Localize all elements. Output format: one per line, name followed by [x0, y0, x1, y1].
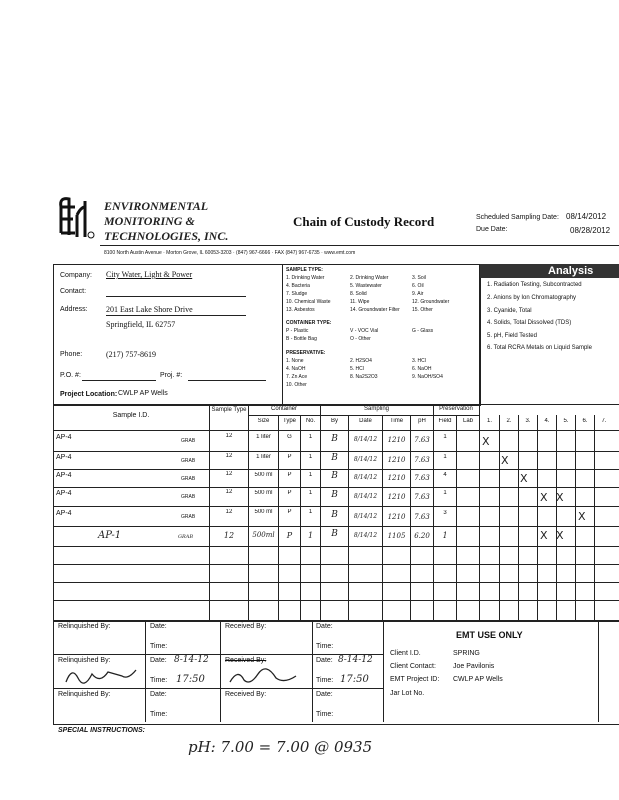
row-by: B	[331, 490, 338, 500]
custody-rule	[53, 688, 383, 689]
row-grab: GRAB	[178, 534, 194, 540]
relinquished-label-3: Relinquished By:	[58, 691, 111, 698]
preservative-code: 8. Na2S2O3	[350, 374, 378, 380]
row-no: 1	[308, 490, 313, 496]
row-analysis-mark: X	[520, 472, 528, 485]
signature-relinquished	[62, 664, 140, 688]
row-by: B	[331, 510, 338, 520]
row-line	[53, 469, 619, 470]
address-label: Address:	[60, 306, 88, 313]
client-divider	[282, 264, 283, 404]
date-label-1b: Date:	[316, 623, 333, 630]
special-instructions-label: SPECIAL INSTRUCTIONS:	[58, 727, 145, 734]
col-header-time: Time	[389, 418, 404, 424]
jar-lot-label: Jar Lot No.	[390, 690, 425, 697]
sample-type-code: 6. Oil	[412, 283, 424, 289]
col-line	[556, 415, 557, 620]
row-ph: 7.63	[414, 513, 430, 521]
sample-type-code: 14. Groundwater Filter	[350, 307, 400, 313]
row-time: 1210	[387, 436, 406, 444]
proj-line	[188, 380, 266, 381]
row-line	[53, 546, 619, 547]
row-field: 1	[443, 490, 447, 496]
sample-type-title: SAMPLE TYPE:	[286, 267, 323, 273]
row-analysis-mark: X	[501, 454, 509, 467]
row-date: 8/14/12	[353, 513, 378, 520]
row-ctype: P	[287, 490, 292, 496]
col-header-analysis: 2.	[506, 418, 512, 424]
row-sample-id: AP-1	[98, 530, 122, 541]
row-by: B	[331, 453, 338, 463]
header-rule	[100, 245, 619, 246]
row-sample-id: AP-4	[56, 490, 72, 497]
row-ph: 7.63	[414, 456, 430, 464]
time-label-2: Time:	[150, 677, 168, 684]
custody-rule	[53, 654, 383, 655]
preservative-code: 3. HCl	[412, 358, 426, 364]
col-header-sample-type: Sample Type	[211, 407, 247, 413]
row-line	[53, 600, 619, 601]
row-size: 500 ml	[254, 509, 273, 515]
time-label-2b: Time:	[316, 677, 334, 684]
row-sample-id: AP-4	[56, 510, 72, 517]
row-no: 1	[308, 434, 313, 440]
preservative-code: 1. None	[286, 358, 304, 364]
row-time: 1210	[387, 493, 406, 501]
preservative-title: PRESERVATIVE:	[286, 350, 326, 356]
date-label-3: Date:	[150, 691, 167, 698]
row-ctype: P	[287, 454, 292, 460]
row-sample-id: AP-4	[56, 434, 72, 441]
row-line	[53, 526, 619, 527]
row-type: 12	[225, 471, 233, 477]
analysis-item: 3. Cyanide, Total	[487, 308, 532, 314]
row-no: 1	[308, 472, 313, 478]
col-header-analysis: 5.	[563, 418, 569, 424]
row-by: B	[331, 529, 338, 539]
col-header-container: Container	[270, 406, 297, 412]
row-ph: 7.63	[414, 493, 430, 501]
handwritten-date-2b: 8-14-12	[338, 655, 373, 665]
row-no: 1	[308, 454, 313, 460]
received-label-1: Received By:	[225, 623, 267, 630]
time-label-1: Time:	[150, 643, 168, 650]
row-ctype: P	[286, 531, 293, 540]
special-instructions-note: pH: 7.00 = 7.00 @ 0935	[188, 738, 373, 756]
preservative-code: 10. Other	[286, 382, 307, 388]
client-id-label: Client I.D.	[390, 650, 421, 657]
row-size: 1 liter	[256, 434, 271, 440]
row-date: 8/14/12	[353, 456, 378, 463]
preservative-code: 6. NaOH	[412, 366, 432, 372]
date-label-2: Date:	[150, 657, 167, 664]
col-header-analysis: 7.	[601, 418, 607, 424]
row-date: 8/14/12	[353, 436, 378, 443]
sample-type-code: 4. Bacteria	[286, 283, 310, 289]
relinquished-label-2: Relinquished By:	[58, 657, 111, 664]
col-header-analysis: 6.	[582, 418, 588, 424]
sample-type-code: 2. Drinking Water	[350, 275, 389, 281]
col-header-by: By	[330, 418, 338, 424]
col-line	[594, 415, 595, 620]
project-location-label: Project Location:	[60, 391, 118, 398]
container-type-code: G - Glass	[412, 328, 434, 334]
row-ctype: G	[287, 434, 292, 440]
col-line	[518, 415, 519, 620]
sample-type-code: 5. Wastewater	[350, 283, 382, 289]
analysis-title: Analysis	[548, 265, 594, 277]
row-grab: GRAB	[181, 438, 196, 444]
row-time: 1210	[387, 474, 406, 482]
row-date: 8/14/12	[353, 493, 378, 500]
row-analysis-mark: X X	[540, 529, 564, 542]
sample-type-code: 1. Drinking Water	[286, 275, 325, 281]
emt-use-title: EMT USE ONLY	[456, 630, 523, 640]
client-id-value: SPRING	[453, 650, 480, 657]
col-header-preservation: Preservation	[439, 406, 473, 412]
address-value-1: 201 East Lake Shore Drive	[106, 305, 193, 314]
sample-type-code: 8. Solid	[350, 291, 367, 297]
col-line	[499, 415, 500, 620]
company-label: Company:	[60, 272, 92, 279]
sample-type-code: 13. Asbestos	[286, 307, 315, 313]
company-address: 8100 North Austin Avenue · Morton Grove, IL 60053-3203 · (847) 967-6666 · FAX (847) 967-6735 · www.emt.com	[104, 250, 356, 256]
row-type: 12	[225, 509, 233, 515]
preservative-code: 2. H2SO4	[350, 358, 372, 364]
row-field: 1	[443, 434, 447, 440]
row-type: 12	[225, 489, 233, 495]
sampling-date-value: 08/14/2012	[566, 212, 607, 221]
date-label-3b: Date:	[316, 691, 333, 698]
container-type-code: B - Bottle Bag	[286, 336, 317, 342]
row-line	[53, 564, 619, 565]
row-grab: GRAB	[181, 458, 196, 464]
contact-line	[106, 296, 246, 297]
row-date: 8/14/12	[353, 474, 378, 481]
row-line	[53, 451, 619, 452]
time-label-3: Time:	[150, 711, 168, 718]
sample-type-code: 9. Air	[412, 291, 424, 297]
client-contact-label: Client Contact:	[390, 663, 436, 670]
phone-label: Phone:	[60, 351, 83, 358]
container-type-code: V - VOC Vial	[350, 328, 379, 334]
row-time: 1210	[387, 513, 406, 521]
col-line	[300, 415, 301, 620]
row-by: B	[331, 471, 338, 481]
col-header-field: Field	[438, 418, 452, 424]
date-label-1: Date:	[150, 623, 167, 630]
sample-type-code: 7. Sludge	[286, 291, 308, 297]
phone-value: (217) 757-8619	[106, 350, 156, 359]
relinquished-label-1: Relinquished By:	[58, 623, 111, 630]
row-line	[53, 506, 619, 507]
address-line-1	[106, 315, 246, 316]
container-type-code: O - Other	[350, 336, 371, 342]
row-no: 1	[307, 531, 314, 540]
col-header-analysis: 1.	[486, 418, 492, 424]
custody-col	[383, 620, 384, 722]
proj-label: Proj. #:	[160, 372, 183, 379]
address-value-2: Springfield, IL 62757	[106, 320, 176, 329]
col-header-lab: Lab	[462, 418, 473, 424]
row-field: 3	[443, 510, 447, 516]
col-header-sample-id: Sample I.D.	[112, 412, 150, 419]
sample-type-code: 10. Chemical Waste	[286, 299, 331, 305]
row-date: 8/14/12	[353, 532, 378, 539]
row-size: 1 liter	[256, 454, 271, 460]
received-label-2: Received By:	[225, 657, 267, 664]
col-header-analysis: 4.	[544, 418, 550, 424]
company-name-1: ENVIRONMENTAL	[104, 199, 209, 213]
analysis-item: 6. Total RCRA Metals on Liquid Sample	[487, 345, 592, 351]
po-line	[82, 380, 156, 381]
row-ph: 7.63	[414, 474, 430, 482]
col-line	[278, 415, 279, 620]
sample-type-code: 11. Wipe	[350, 299, 370, 305]
company-name-2: MONITORING &	[104, 214, 195, 228]
handwritten-time-2: 17:50	[176, 674, 205, 685]
row-sample-id: AP-4	[56, 472, 72, 479]
due-date-value: 08/28/2012	[570, 226, 611, 235]
row-ctype: P	[287, 509, 292, 515]
sample-type-code: 3. Soil	[412, 275, 426, 281]
col-header-sampling: Sampling	[363, 406, 389, 412]
client-contact-value: Joe Pavilonis	[453, 663, 495, 670]
row-analysis-mark: X	[578, 510, 586, 523]
sample-type-code: 12. Groundwater	[412, 299, 450, 305]
col-header-date: Date	[359, 418, 372, 424]
row-size: 500 ml	[254, 490, 273, 496]
sampling-date-label: Scheduled Sampling Date:	[476, 214, 559, 221]
col-line	[575, 415, 576, 620]
row-type: 12	[225, 433, 233, 439]
col-line	[537, 415, 538, 620]
project-location-value: CWLP AP Wells	[118, 390, 168, 397]
custody-col	[220, 620, 221, 722]
row-field: 1	[442, 531, 448, 540]
col-header-no: No.	[305, 418, 316, 424]
row-grab: GRAB	[181, 514, 196, 520]
sample-type-code: 15. Other	[412, 307, 433, 313]
row-time: 1105	[387, 532, 406, 540]
col-header-ph: pH	[418, 418, 426, 424]
col-line	[456, 415, 457, 620]
handwritten-date-2: 8-14-12	[174, 655, 209, 665]
time-label-3b: Time:	[316, 711, 334, 718]
row-type: 12	[225, 453, 233, 459]
company-logo	[55, 193, 97, 241]
row-analysis-mark: X	[482, 435, 490, 448]
col-line	[479, 264, 480, 620]
due-date-label: Due Date:	[476, 226, 508, 233]
preservative-code: 9. NaOH/SO4	[412, 374, 443, 380]
col-header-size: Size	[257, 418, 270, 424]
row-grab: GRAB	[181, 494, 196, 500]
container-type-code: P - Plastic	[286, 328, 309, 334]
analysis-item: 4. Solids, Total Dissolved (TDS)	[487, 320, 572, 326]
custody-col	[598, 620, 599, 722]
analysis-item: 2. Anions by Ion Chromatography	[487, 295, 577, 301]
company-name-3: TECHNOLOGIES, INC.	[104, 229, 229, 243]
time-label-1b: Time:	[316, 643, 334, 650]
preservative-code: 7. Zn Ace	[286, 374, 308, 380]
table-rule	[320, 415, 433, 416]
row-size: 500 ml	[254, 472, 273, 478]
custody-col	[145, 620, 146, 722]
row-type: 12	[223, 531, 235, 540]
row-grab: GRAB	[181, 476, 196, 482]
row-by: B	[331, 434, 338, 444]
contact-label: Contact:	[60, 288, 87, 295]
row-ph: 7.63	[414, 436, 430, 444]
project-id-value: CWLP AP Wells	[453, 676, 503, 683]
project-id-label: EMT Project ID:	[390, 676, 440, 683]
col-header-type: Type	[282, 418, 296, 424]
analysis-item: 5. pH, Field Tested	[487, 333, 537, 339]
row-ctype: P	[287, 472, 292, 478]
preservative-code: 4. NaOH	[286, 366, 306, 372]
signature-received	[226, 666, 306, 688]
row-analysis-mark: X X	[540, 491, 564, 504]
row-no: 1	[308, 509, 313, 515]
col-header-analysis: 3.	[525, 418, 531, 424]
row-line	[53, 487, 619, 488]
analysis-item: 1. Radiation Testing, Subcontracted	[487, 282, 582, 288]
company-value: City Water, Light & Power	[106, 270, 193, 279]
date-label-2b: Date:	[316, 657, 333, 664]
po-label: P.O. #:	[60, 372, 81, 379]
row-time: 1210	[387, 456, 406, 464]
row-line	[53, 582, 619, 583]
custody-col	[312, 620, 313, 722]
row-size: 500ml	[252, 531, 275, 539]
handwritten-time-2b: 17:50	[340, 674, 369, 685]
table-rule	[53, 430, 619, 431]
preservative-code: 5. HCl	[350, 366, 364, 372]
container-type-title: CONTAINER TYPE:	[286, 320, 332, 326]
row-sample-id: AP-4	[56, 454, 72, 461]
row-field: 1	[443, 454, 447, 460]
row-ph: 6.20	[414, 532, 430, 540]
row-field: 4	[443, 472, 447, 478]
page-title: Chain of Custody Record	[293, 214, 435, 229]
received-label-3: Received By:	[225, 691, 267, 698]
